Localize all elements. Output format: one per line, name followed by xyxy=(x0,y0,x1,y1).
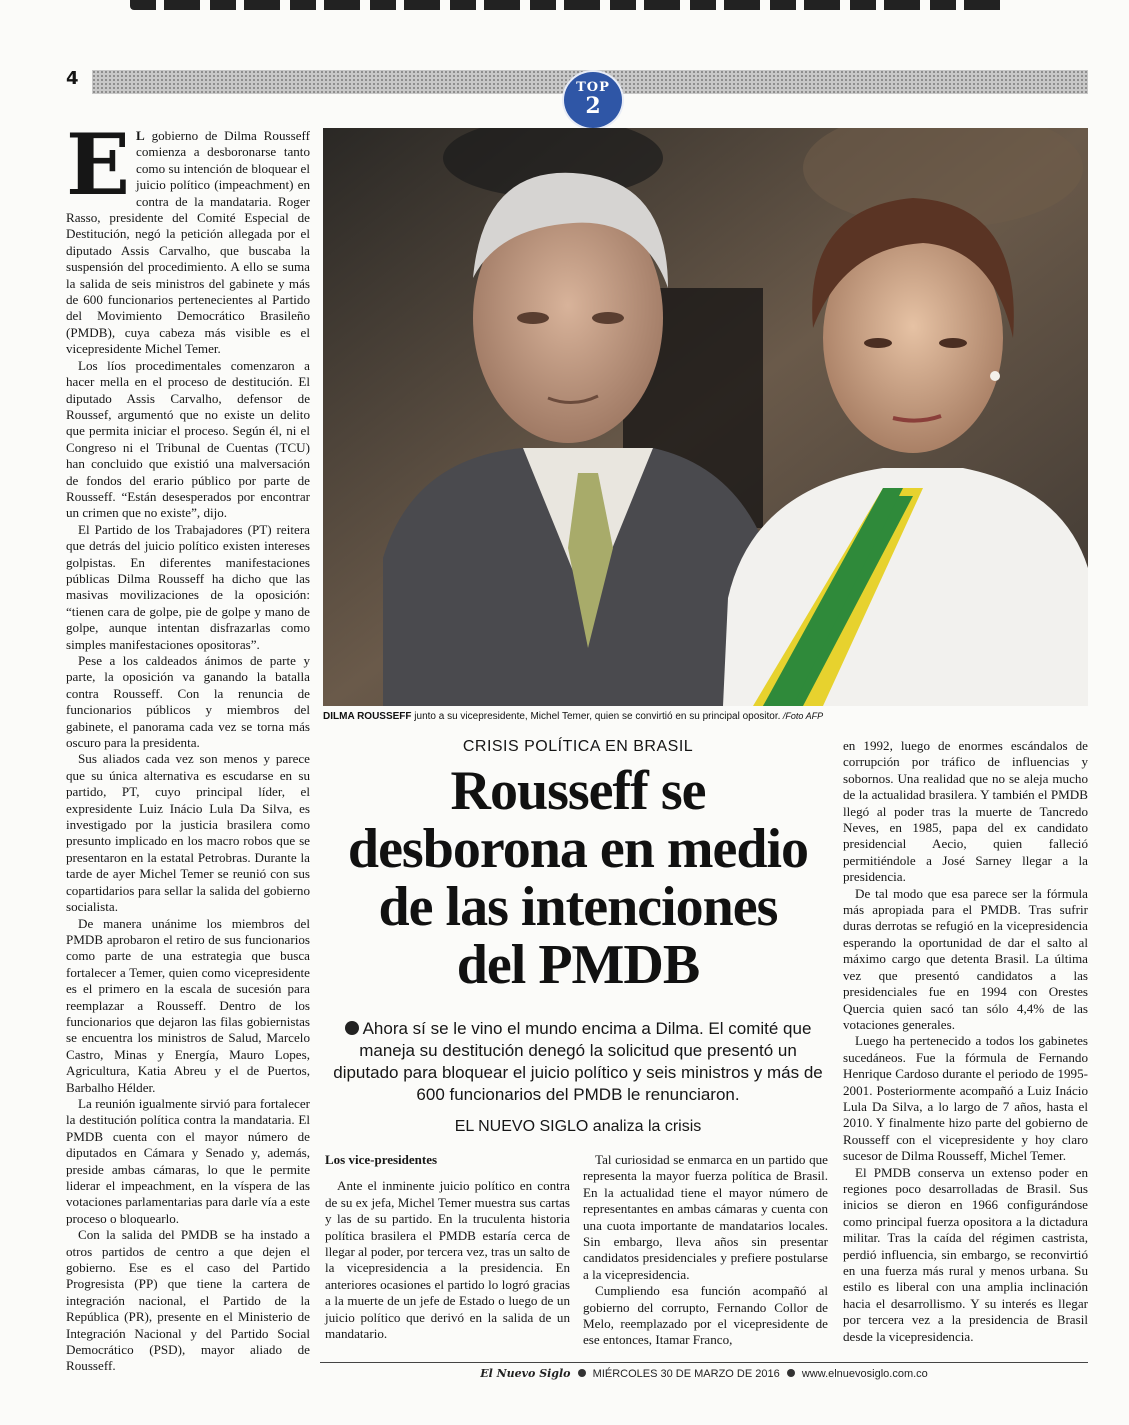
photo-caption: DILMA ROUSSEFF junto a su vicepresidente, Michel Temer, quien se convirtió en su principal opositor. /Foto AFP xyxy=(323,711,824,722)
middle-column-2 xyxy=(583,1152,828,1349)
footer-dot-icon xyxy=(787,1369,795,1377)
photo-illustration xyxy=(323,128,1088,706)
left-column xyxy=(66,115,310,1375)
body-paragraph: De manera unánime los miembros del PMDB aprobaron el retiro de sus funcionarios como parte de una estrategia que busca fortalecer a Temer, quien como vicepresidente es el primero en la escala de sucesión para reemplazar a Rousseff. Dentro de los funcionarios que dejaron las filas gobiernistas se encuentra los ministros de Salud, Marcelo Castro, Minas y Energía, Mauro Lopes, Agricultura, Katia Abreu y el de Puertos, Barbalho Hélder. xyxy=(66,915,310,1095)
headline: Rousseff se desborona en medio de las intenciones del PMDB xyxy=(347,760,809,996)
body-paragraph: Los líos procedimentales comenzaron a hacer mella en el proceso de destitución. El diputado Assis Carvalho, defensor de Roussef, argumentó que no existe un delito que permita iniciar el proceso. Según él, ni el Congreso ni el Tribunal de Cuentas (TCU) han concluido que existió una malversación de fondos del erario público por parte de Rousseff. “Están desesperados por encontrar un crimen que no existe”, dijo. xyxy=(66,357,310,521)
bullet-dot-icon xyxy=(345,1021,359,1035)
badge-number: 2 xyxy=(585,93,601,119)
right-column xyxy=(843,738,1088,1345)
body-paragraph: Luego ha pertenecido a todos los gabinetes sucedáneos. Fue la fórmula de Fernando Henrique Cardoso durante el periodo de 1995-2001. Posteriormente acompañó a Luiz Inácio Lula Da Silva, a lo largo de 7 años, hasta el 2010. Y finalmente hizo parte del gobierno de Rousseff con el vicepresidente y hoy claro sucesor de Dilma Rousseff, Michel Temer. xyxy=(843,1033,1088,1164)
body-paragraph: De tal modo que esa parece ser la fórmula más apropiada para el PMDB. Tras sufrir duras derrotas se refugió en la vicepresidencia esperando la oportunidad de dar el salto al máximo cargo que detenta Brasil. La última vez que presentó candidatos a las presidenciales fue en 1994 con Orestes Quercia quien sacó tan sólo 4,4% de las votaciones generales. xyxy=(843,885,1088,1032)
footer-rule xyxy=(320,1362,1088,1363)
body-paragraph: El PMDB conserva un extenso poder en regiones poco desarrolladas de Brasil. Sus inicios se dieron en 1966 configurándose como principal fuerza opositora a la dictadura militar. Tras la caída del régimen castrista, perdió influencia, sin embargo, se reconvirtió en una fuerza más rural y menos urbana. Su estilo es liberal con una amplia inclinación hacia el desarrollismo. Y su interés es llegar por tercera vez a la presidencia de Brasil desde la vicepresidencia. xyxy=(843,1164,1088,1344)
footer-url: www.elnuevosiglo.com.co xyxy=(801,1368,928,1380)
news-photo xyxy=(323,128,1088,706)
body-paragraph: Con la salida del PMDB se ha instado a otros partidos de centro a que dejen el gobierno. Ese es el caso del Partido Progresista (PP) que tiene la cartera de integración nacional, el Partido de la República (PR), presente en el Ministerio de Integración Nacional y del Partido Social Democrático (PSD), mayor aliado de Rousseff. xyxy=(66,1227,310,1374)
page-number: 4 xyxy=(66,68,79,89)
footer-date: MIÉRCOLES 30 DE MARZO DE 2016 xyxy=(592,1368,780,1380)
body-paragraph: Tal curiosidad se enmarca en un partido que representa la mayor fuerza política de Brasil. En la actualidad tiene el mayor número de representantes en ambas cámaras y cuenta con una cuota importante de mandatarios locales. Sin embargo, lleva años sin presentar candidatos presidenciales y prefiere postularse a la vicepresidencia. xyxy=(583,1152,828,1282)
lead-paragraph: E L gobierno de Dilma Rousseff comienza a desboronarse tanto como su intención de bloquear el juicio político (impeachment) en contra de la mandataria. Roger Rasso, presidente del Comité Especial de Destitución, negó la petición allegada por el diputado Assis Carvalho, que buscaba la suspensión del procedimiento. A ello se suma la salida de seis ministros del gabinete y más de 600 funcionarios pertenecientes al Partido del Movimiento Democrático Brasileño (PMDB), cuya cabeza más visible es el vicepresidente Michel Temer. xyxy=(66,115,310,357)
article-byline: EL NUEVO SIGLO analiza la crisis xyxy=(454,1118,702,1135)
body-paragraph: El Partido de los Trabajadores (PT) reitera que detrás del juicio político existen intereses golpistas. En diferentes manifestaciones públicas Dilma Rousseff ha dicho que las masivas movilizaciones de la oposición: “tienen cara de golpe, pie de golpe y mano de golpe, aunque intentan disfrazarlas como simples manifestaciones opositoras”. xyxy=(66,521,310,652)
body-paragraph: Ante el inminente juicio político en contra de su ex jefa, Michel Temer muestra sus cartas y las de su partido. En la truculenta historia política brasilera el PMDB estaría cerca de llegar al poder, por tercera vez, tras un salto de la vicepresidencia a la presidencia. En anteriores ocasiones el partido lo logró gracias a la muerte de un jefe de Estado o luego de un juicio político que derivó en la salida de un mandatario. xyxy=(325,1178,570,1342)
article-kicker: CRISIS POLÍTICA EN BRASIL xyxy=(462,738,694,755)
page-footer xyxy=(320,1367,1088,1380)
masthead-fragment xyxy=(130,0,1010,10)
top2-badge xyxy=(562,70,624,130)
drop-cap: E xyxy=(66,115,131,214)
body-paragraph: Sus aliados cada vez son menos y parece que su única alternativa es escudarse en su partido, PT, cuyo principal líder, el expresidente Luiz Inácio Lula Da Silva, es investigado por la justicia brasilera como presunto implicado en los macro robos que se presentaron en la estatal Petrobras. Durante la tarde de ayer Michel Temer se reunió con sus copartidarios para sellar la salida del gobierno socialista. xyxy=(66,751,310,915)
caption-subject: DILMA ROUSSEFF xyxy=(323,711,412,722)
body-paragraph: en 1992, luego de enormes escándalos de corrupción por tráfico de influencias y sobornos. Una realidad que no se aleja mucho de la actualidad brasilera. Y también el PMDB llegó al poder tras la muerte de Tancredo Neves, en 1985, papa del ex candidato presidencial Aecio, quien falleció permitiéndole a José Sarney llegar a la presidencia. xyxy=(843,738,1088,885)
body-paragraph: La reunión igualmente sirvió para fortalecer la destitución política contra la mandataria. El PMDB cuenta con el mayor número de diputados en Cámara y Senado y, además, preside ambas cámaras, lo que le permite liderar el impeachment, en la víspera de las votaciones parlamentarias para darle vía a este proceso o bloquearlo. xyxy=(66,1095,310,1226)
footer-brand: El Nuevo Siglo xyxy=(480,1367,571,1380)
body-paragraph: Pese a los caldeados ánimos de parte y parte, la oposición va ganando la batalla contra Rousseff. Con la renuncia de funcionarios públicos y miembros del gabinete, el panorama cada vez se torna más oscuro para la presidenta. xyxy=(66,653,310,751)
footer-dot-icon xyxy=(578,1369,586,1377)
badge-top-label: TOP xyxy=(576,80,610,95)
middle-column-1 xyxy=(325,1152,570,1342)
body-paragraph: Cumpliendo esa función acompañó al gobierno del corrupto, Fernando Collor de Melo, reemplazado por el vicepresidente de ese entonces, Itamar Franco, xyxy=(583,1283,828,1348)
article-deck: Ahora sí se le vino el mundo encima a Dilma. El comité que maneja su destitución denegó la solicitud que presentó un diputado para bloquear el juicio político y seis ministros y más de 600 funcionarios del PMDB le renunciaron. xyxy=(333,1019,823,1104)
section-subhead: Los vice-presidentes xyxy=(325,1152,438,1167)
photo-credit: /Foto AFP xyxy=(780,711,824,721)
